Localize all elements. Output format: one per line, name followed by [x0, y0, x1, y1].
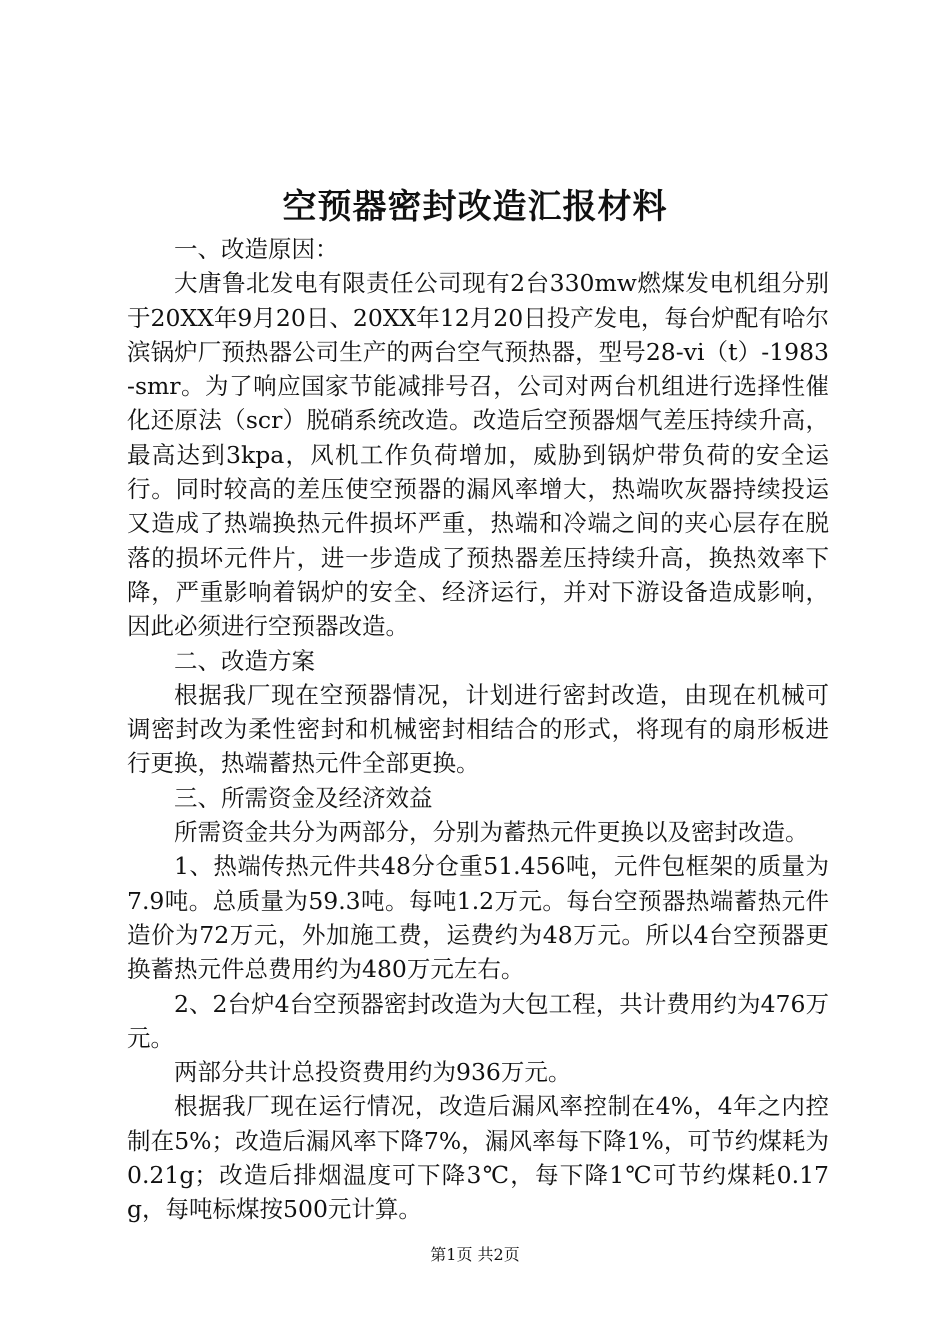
paragraph-reason: 大唐鲁北发电有限责任公司现有2台330mw燃煤发电机组分别于20XX年9月20日、20XX年12月20日投产发电，每台炉配有哈尔滨锅炉厂预热器公司生产的两台空气预热器，型号28-vi（t）-1983-smr。为了响应国家节能减排号召，公司对两台机组进行选择性催化还原法（scr）脱硝系统改造。改造后空预器烟气差压持续升高，最高达到3kpa，风机工作负荷增加，威胁到锅炉带负荷的安全运行。同时较高的差压使空预器的漏风率增大，热端吹灰器持续投运又造成了热端换热元件损坏严重，热端和冷端之间的夹心层存在脱落的损坏元件片，进一步造成了预热器差压持续升高，换热效率下降，严重影响着锅炉的安全、经济运行，并对下游设备造成影响，因此必须进行空预器改造。 — [127, 269, 829, 641]
document-title: 空预器密封改造汇报材料 — [282, 187, 668, 227]
section-heading-funding: 三、所需资金及经济效益 — [174, 783, 433, 812]
section-heading-reason: 一、改造原因： — [174, 235, 339, 263]
section-heading-plan: 二、改造方案 — [174, 646, 315, 675]
document-body — [127, 232, 829, 1227]
paragraph-funding-item-1: 1、热端传热元件共48分仓重51.456吨，元件包框架的质量为7.9吨。总质量为59.3吨。每吨1.2万元。每台空预器热端蓄热元件造价为72万元，外加施工费，运费约为48万元。所以4台空预器更换蓄热元件总费用约为480万元左右。 — [127, 852, 829, 984]
paragraph-funding-item-2: 2、2台炉4台空预器密封改造为大包工程，共计费用约为476万元。 — [127, 989, 829, 1052]
paragraph-plan: 根据我厂现在空预器情况，计划进行密封改造，由现在机械可调密封改为柔性密封和机械密封相结合的形式，将现有的扇形板进行更换，热端蓄热元件全部更换。 — [127, 680, 829, 778]
paragraph-funding-intro: 所需资金共分为两部分，分别为蓄热元件更换以及密封改造。 — [174, 818, 809, 847]
page-footer: 第1页 共2页 — [430, 1245, 520, 1264]
paragraph-funding-total: 两部分共计总投资费用约为936万元。 — [174, 1058, 572, 1087]
paragraph-benefit: 根据我厂现在运行情况，改造后漏风率控制在4%，4年之内控制在5%；改造后漏风率下降7%，漏风率每下降1%，可节约煤耗为0.21g；改造后排烟温度可下降3℃，每下降1℃可节约煤耗0.17g，每吨标煤按500元计算。 — [127, 1092, 829, 1224]
